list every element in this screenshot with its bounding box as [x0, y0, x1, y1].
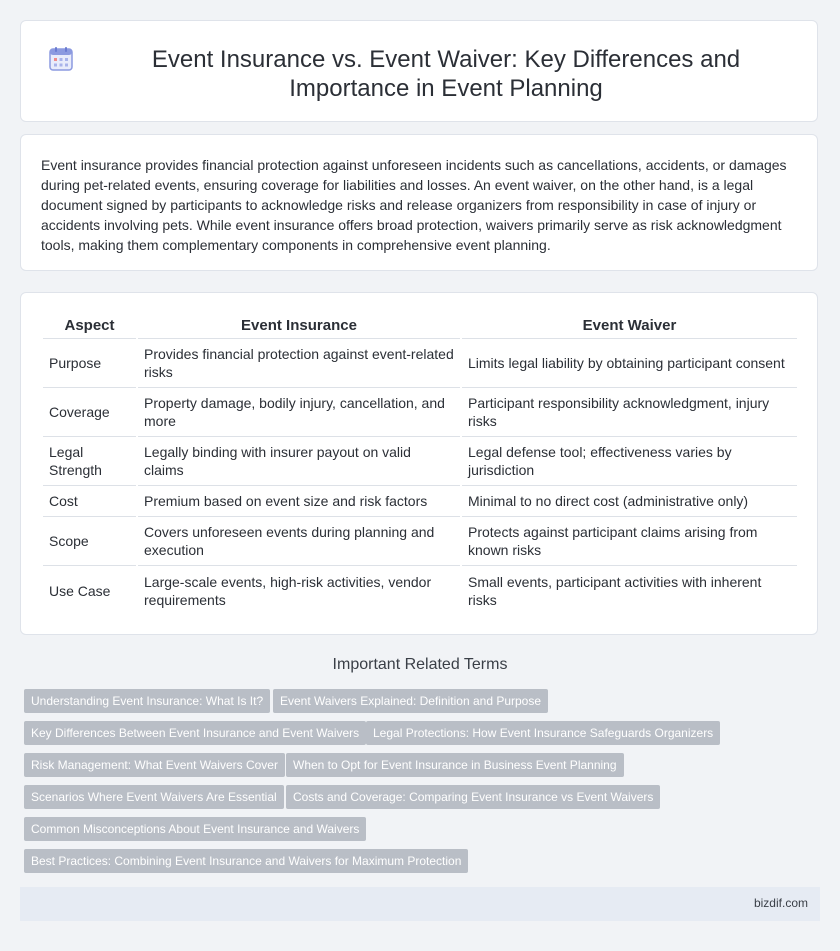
- table-cell-insurance: Legally binding with insurer payout on valid claims: [138, 437, 460, 486]
- related-term-tag[interactable]: Costs and Coverage: Comparing Event Insurance vs Event Waivers: [286, 785, 660, 809]
- intro-card: [20, 134, 818, 271]
- table-cell-waiver: Legal defense tool; effectiveness varies by jurisdiction: [462, 437, 797, 486]
- table-cell-insurance: Large-scale events, high-risk activities, vendor requirements: [144, 573, 432, 608]
- table-cell-waiver: Participant responsibility acknowledgment, injury risks: [462, 388, 797, 437]
- table-row: [43, 339, 797, 388]
- table-cell-aspect: Use Case: [49, 582, 111, 599]
- comparison-table: [41, 313, 799, 615]
- related-term-tag[interactable]: Scenarios Where Event Waivers Are Essential: [24, 785, 284, 809]
- related-term-tag[interactable]: Legal Protections: How Event Insurance Safeguards Organizers: [366, 721, 720, 745]
- table-row: [43, 517, 797, 566]
- table-cell-insurance: Covers unforeseen events during planning and execution: [138, 517, 460, 566]
- table-row: [43, 437, 797, 486]
- related-term-tag[interactable]: Common Misconceptions About Event Insurance and Waivers: [24, 817, 366, 841]
- table-cell-aspect: Coverage: [43, 388, 136, 437]
- table-cell-aspect: Cost: [43, 486, 136, 517]
- intro-paragraph: Event insurance provides financial protection against unforeseen incidents such as cancellations, accidents, or damages during pet-related events, ensuring coverage for liabilities and losses. An event waiver, on the other hand, is a legal document signed by participants to acknowledge risks and release organizers from responsibility in case of injury or accidents involving pets. While event insurance offers broad protection, waivers primarily serve as risk acknowledgment tools, making them complementary components in comprehensive event planning.: [41, 157, 787, 253]
- table-cell-aspect: Purpose: [43, 339, 136, 388]
- column-header-event-waiver: Event Waiver: [462, 313, 797, 339]
- table-cell-insurance: Property damage, bodily injury, cancellation, and more: [138, 388, 460, 437]
- table-row: [43, 566, 797, 615]
- table-cell-insurance: Premium based on event size and risk factors: [138, 486, 460, 517]
- related-term-tag[interactable]: When to Opt for Event Insurance in Business Event Planning: [286, 753, 624, 777]
- related-term-tag[interactable]: Key Differences Between Event Insurance and Event Waivers: [24, 721, 366, 745]
- related-term-tag[interactable]: Understanding Event Insurance: What Is It?: [24, 689, 270, 713]
- column-header-aspect: Aspect: [43, 313, 136, 339]
- footer-site-link[interactable]: bizdif.com: [753, 896, 808, 910]
- table-row: [43, 388, 797, 437]
- related-term-tag[interactable]: Event Waivers Explained: Definition and Purpose: [273, 689, 548, 713]
- table-cell-aspect: Scope: [43, 517, 136, 566]
- column-header-event-insurance: Event Insurance: [138, 313, 460, 339]
- table-header-row: [43, 313, 797, 339]
- page-title: Event Insurance vs. Event Waiver: Key Differences and Importance in Event Planning: [151, 46, 741, 102]
- table-row: [43, 486, 797, 517]
- table-cell-waiver: Small events, participant activities with inherent risks: [468, 573, 762, 608]
- comparison-table-card: [20, 292, 818, 635]
- table-cell-aspect: Legal Strength: [43, 437, 136, 486]
- title-card: [20, 20, 818, 122]
- table-cell-waiver: Minimal to no direct cost (administrative only): [462, 486, 797, 517]
- related-terms-heading: Important Related Terms: [332, 656, 508, 673]
- table-cell-waiver: Protects against participant claims arising from known risks: [462, 517, 797, 566]
- related-term-tag[interactable]: Risk Management: What Event Waivers Cover: [24, 753, 285, 777]
- footer: [20, 887, 820, 921]
- table-cell-waiver: Limits legal liability by obtaining participant consent: [462, 339, 797, 388]
- calendar-icon: [48, 46, 74, 72]
- table-cell-insurance: Provides financial protection against event-related risks: [138, 339, 460, 388]
- related-term-tag[interactable]: Best Practices: Combining Event Insurance and Waivers for Maximum Protection: [24, 849, 468, 873]
